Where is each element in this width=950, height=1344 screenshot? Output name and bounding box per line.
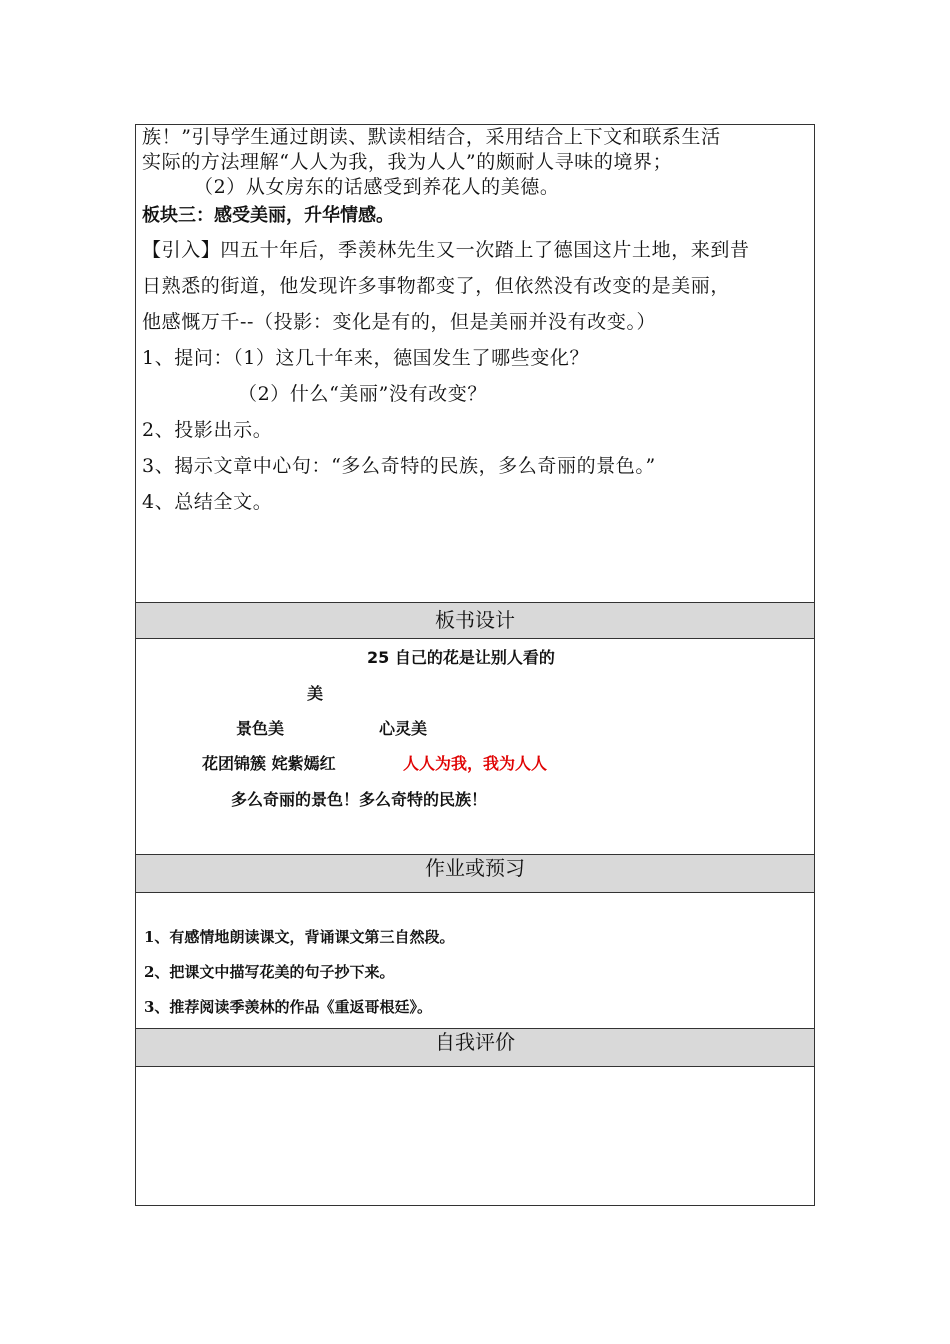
text-line: （2）从女房东的话感受到养花人的美德。: [194, 176, 560, 198]
homework-item: 1、有感情地朗读课文，背诵课文第三自然段。: [144, 928, 455, 946]
step-line: 1、提问：（1）这几十年来，德国发生了哪些变化？: [142, 347, 590, 369]
homework-cell: [136, 893, 814, 1029]
block3-title: 板块三：感受美丽，升华情感。: [142, 205, 394, 226]
board-left-detail: 花团锦簇 姹紫嫣红: [202, 754, 336, 773]
lesson-plan-table: [135, 124, 815, 1206]
board-left-branch: 景色美: [236, 719, 285, 738]
text-line: 族！”引导学生通过朗读、默读相结合，采用结合上下文和联系生活: [142, 126, 721, 148]
board-right-branch: 心灵美: [379, 719, 428, 738]
intro-line: 【引入】四五十年后，季羡林先生又一次踏上了德国这片土地，来到昔: [142, 239, 750, 261]
step-line: 4、总结全文。: [142, 491, 273, 513]
homework-item: 3、推荐阅读季羡林的作品《重返哥根廷》。: [144, 998, 432, 1016]
step-line: （2）什么“美丽”没有改变？: [238, 383, 487, 405]
teaching-process-cell: [136, 125, 814, 603]
intro-line: 他感慨万千--（投影：变化是有的，但是美丽并没有改变。）: [142, 311, 657, 333]
board-design-cell: [136, 639, 814, 855]
board-center: 美: [307, 684, 324, 703]
board-summary: 多么奇丽的景色！多么奇特的民族！: [231, 790, 488, 809]
self-evaluation-header: 自我评价: [136, 1029, 814, 1067]
board-right-detail: 人人为我，我为人人: [403, 754, 548, 773]
step-line: 2、投影出示。: [142, 419, 273, 441]
board-title: 25 自己的花是让别人看的: [367, 648, 555, 667]
step-line: 3、揭示文章中心句：“多么奇特的民族，多么奇丽的景色。”: [142, 455, 656, 477]
text-line: 实际的方法理解“人人为我，我为人人”的颇耐人寻味的境界；: [142, 151, 673, 173]
board-design-header: 板书设计: [136, 603, 814, 639]
homework-item: 2、把课文中描写花美的句子抄下来。: [144, 963, 395, 981]
self-evaluation-cell: [136, 1067, 814, 1205]
intro-line: 日熟悉的街道，他发现许多事物都变了，但依然没有改变的是美丽，: [142, 275, 731, 297]
homework-header: 作业或预习: [136, 855, 814, 893]
